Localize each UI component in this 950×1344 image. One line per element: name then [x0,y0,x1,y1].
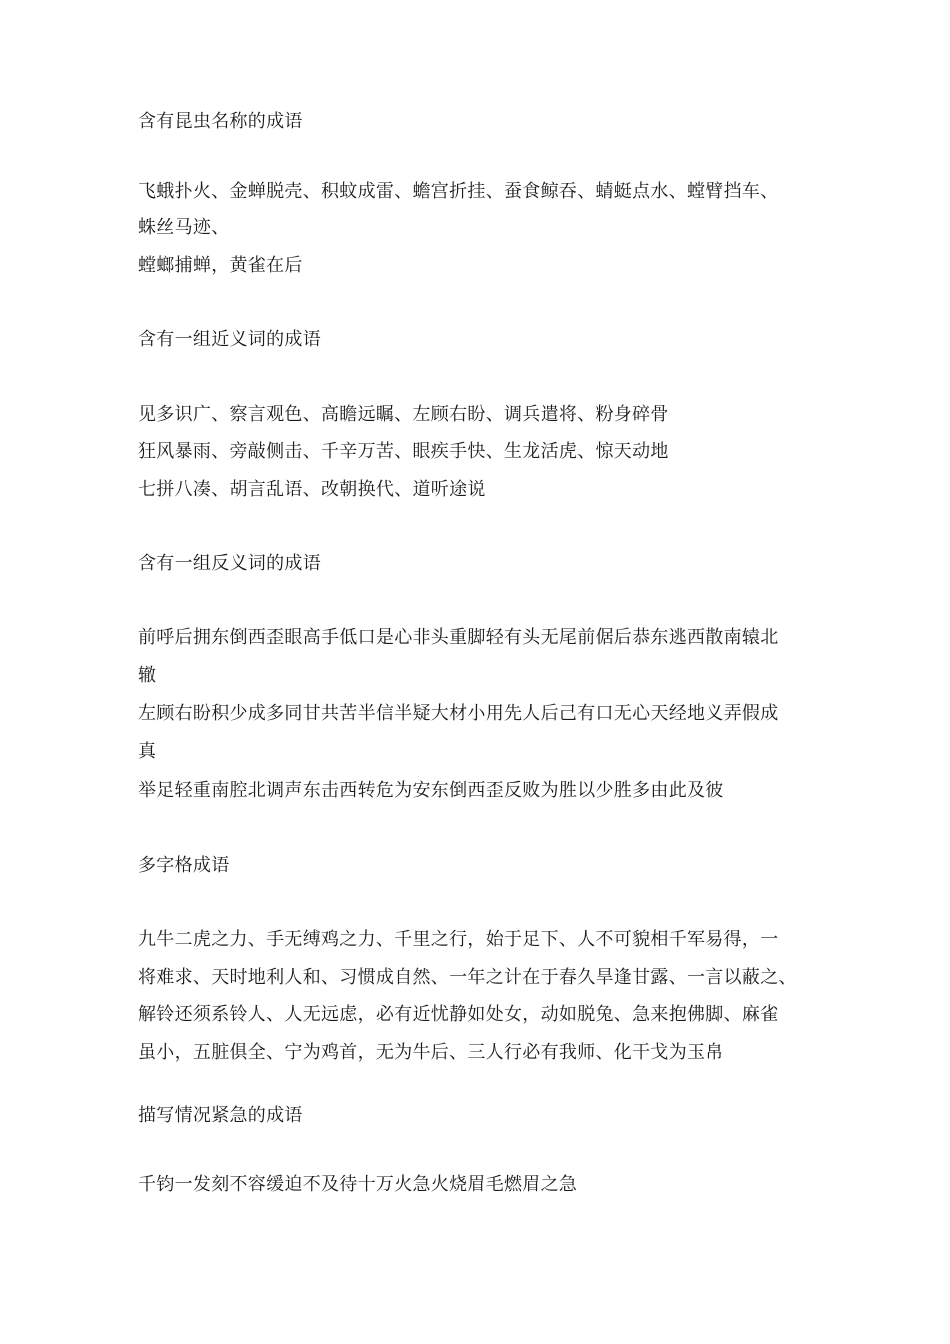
section-heading-synonyms: 含有一组近义词的成语 [138,329,321,350]
section-line: 前呼后拥东倒西歪眼高手低口是心非头重脚轻有头无尾前倨后恭东逃西散南辕北 [138,627,779,648]
section-line: 见多识广、察言观色、高瞻远瞩、左顾右盼、调兵遣将、粉身碎骨 [138,404,669,425]
section-line: 飞蛾扑火、金蝉脱壳、积蚊成雷、蟾宫折挂、蚕食鲸吞、蜻蜓点水、螳臂挡车、 [138,181,779,202]
section-line: 虽小，五脏俱全、宁为鸡首，无为牛后、三人行必有我师、化干戈为玉帛 [138,1042,724,1063]
section-line: 七拼八凑、胡言乱语、改朝换代、道听途说 [138,479,486,500]
section-line: 解铃还须系铃人、人无远虑，必有近忧静如处女，动如脱兔、急来抱佛脚、麻雀 [138,1004,779,1025]
section-line: 千钧一发刻不容缓迫不及待十万火急火烧眉毛燃眉之急 [138,1174,578,1195]
section-line: 狂风暴雨、旁敲侧击、千辛万苦、眼疾手快、生龙活虎、惊天动地 [138,441,669,462]
section-heading-multi-char: 多字格成语 [138,855,230,876]
section-heading-urgent: 描写情况紧急的成语 [138,1105,303,1126]
section-line: 举足轻重南腔北调声东击西转危为安东倒西歪反败为胜以少胜多由此及彼 [138,780,724,801]
section-line: 真 [138,741,157,762]
section-line: 九牛二虎之力、手无缚鸡之力、千里之行，始于足下、人不可貌相千军易得，一 [138,929,779,950]
section-line: 将难求、天时地利人和、习惯成自然、一年之计在于春久旱逢甘露、一言以蔽之、 [138,967,797,988]
section-heading-insects: 含有昆虫名称的成语 [138,111,303,132]
section-heading-antonyms: 含有一组反义词的成语 [138,553,321,574]
section-line: 蛛丝马迹、 [138,217,230,238]
section-line: 辙 [138,665,157,686]
section-line: 左顾右盼积少成多同甘共苦半信半疑大材小用先人后己有口无心天经地义弄假成 [138,703,779,724]
section-line: 螳螂捕蝉，黄雀在后 [138,255,303,276]
